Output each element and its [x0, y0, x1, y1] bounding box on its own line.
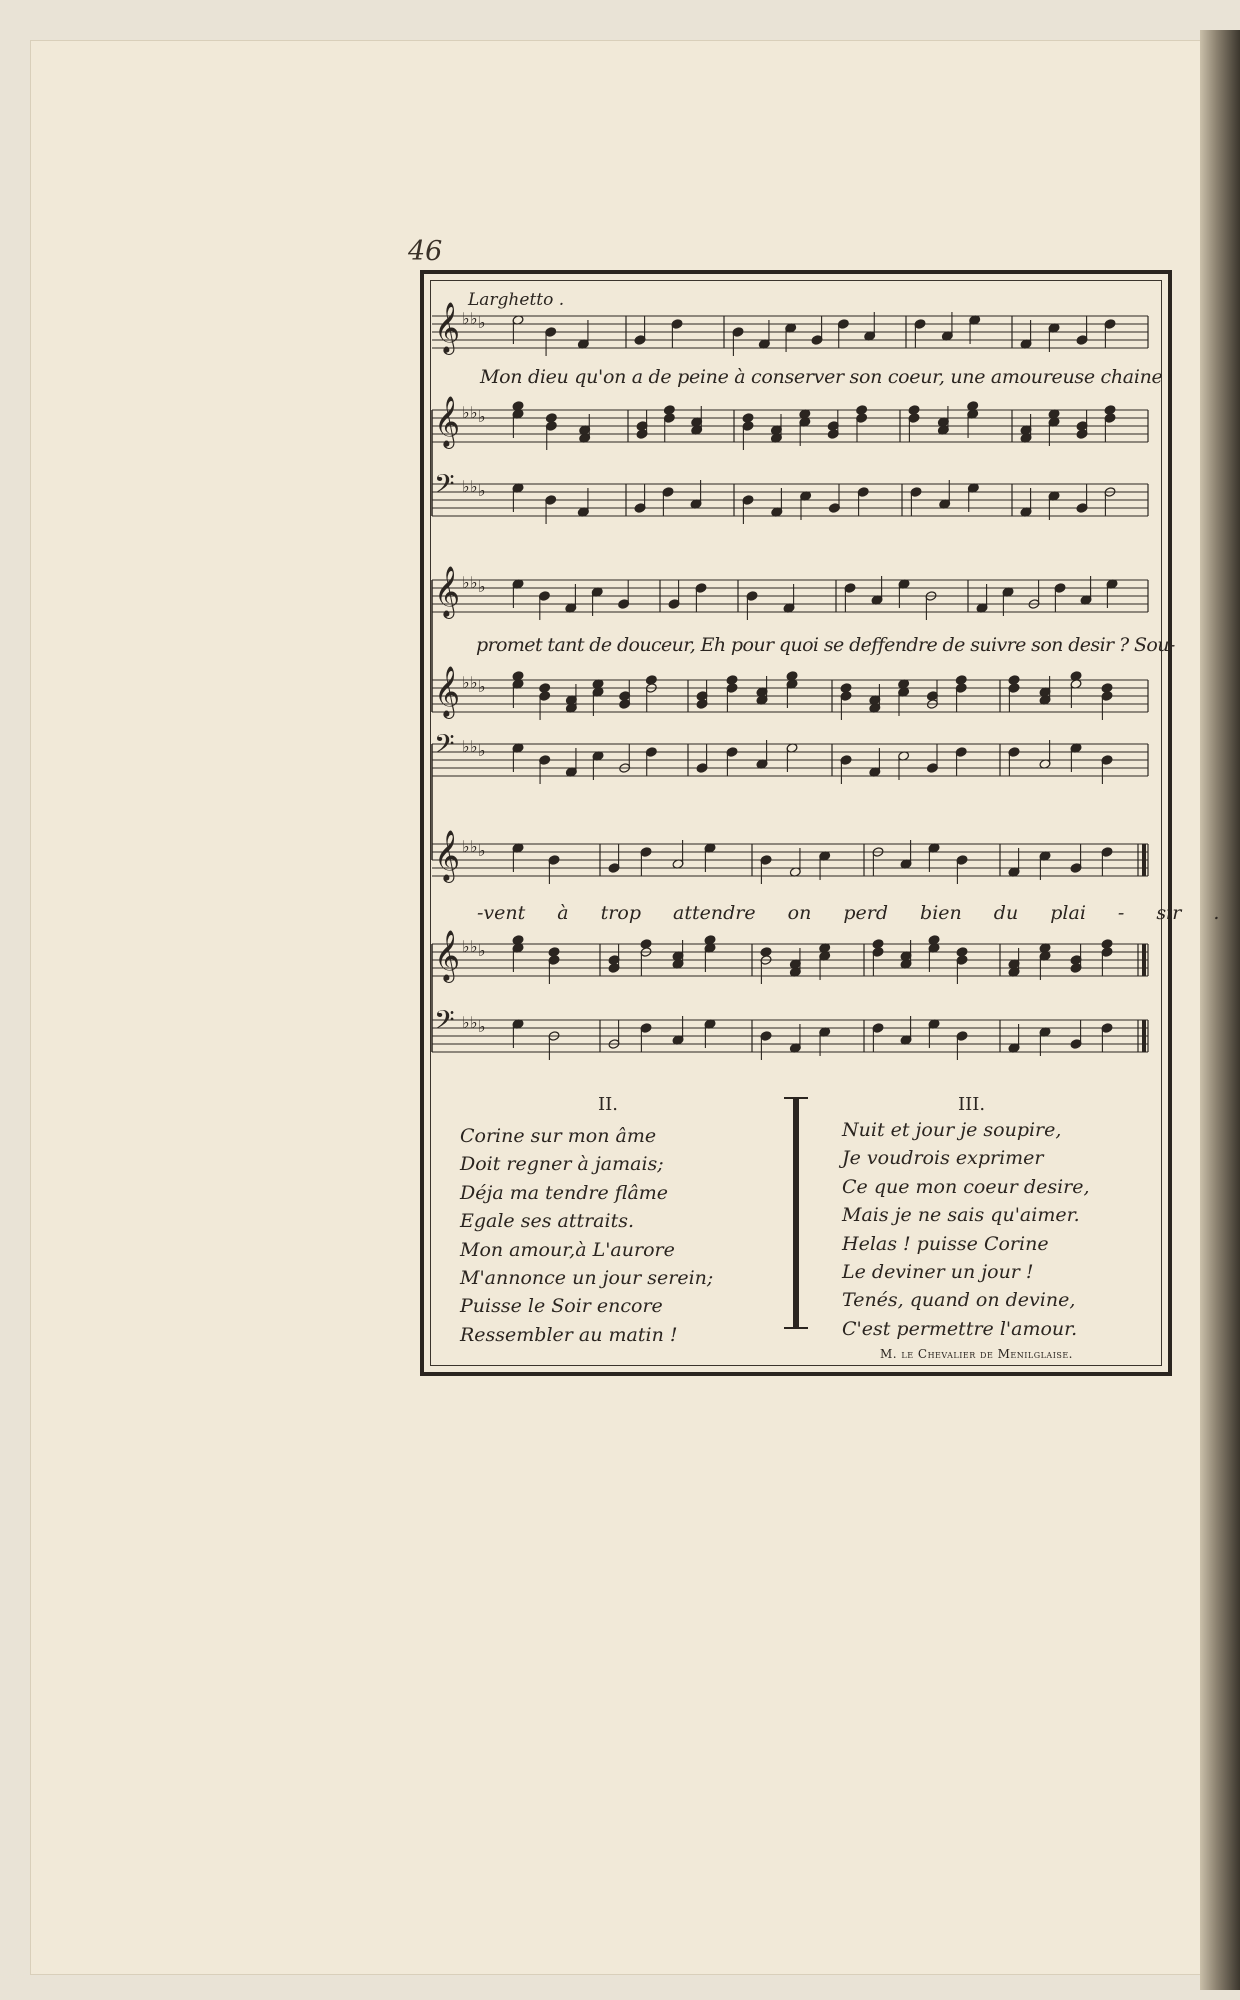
- verse-divider-bar: [793, 1098, 799, 1328]
- chord-note: [663, 405, 675, 416]
- key-signature-flat-icon: ♭: [470, 1013, 478, 1032]
- key-signature-flat-icon: ♭: [478, 407, 486, 426]
- key-signature-flat-icon: ♭: [462, 937, 470, 956]
- key-signature-flat-icon: ♭: [462, 1013, 470, 1032]
- verse-line: Helas ! puisse Corine: [842, 1232, 1049, 1255]
- verse-line: Je voudrois exprimer: [842, 1147, 1044, 1170]
- key-signature-flat-icon: ♭: [470, 673, 478, 692]
- composer-credit: M. le Chevalier de Menilglaise.: [880, 1347, 1073, 1361]
- verse-line: M'annonce un jour serein;: [460, 1267, 714, 1290]
- lyric-line-2: promet tant de douceur, Eh pour quoi se deffendre de suivre son desir ? Sou-: [476, 634, 1175, 656]
- key-signature-flat-icon: ♭: [470, 837, 478, 856]
- key-signature-flat-icon: ♭: [478, 577, 486, 596]
- bass-clef-icon: 𝄢: [434, 1004, 455, 1042]
- verse-line: Egale ses attraits.: [460, 1210, 635, 1233]
- bass-clef-icon: 𝄢: [434, 468, 455, 506]
- chord-note: [955, 675, 967, 686]
- key-signature-flat-icon: ♭: [470, 737, 478, 756]
- key-signature-flat-icon: ♭: [478, 941, 486, 960]
- tempo-marking: Larghetto .: [468, 290, 565, 310]
- key-signature-flat-icon: ♭: [478, 313, 486, 332]
- key-signature-flat-icon: ♭: [462, 837, 470, 856]
- treble-clef-icon: 𝄞: [434, 396, 461, 447]
- chord-note: [640, 939, 652, 950]
- verse-line: Mon amour,à L'aurore: [460, 1238, 675, 1261]
- key-signature-flat-icon: ♭: [462, 673, 470, 692]
- treble-clef-icon: 𝄞: [434, 566, 461, 617]
- verse-line: Doit regner à jamais;: [460, 1153, 664, 1176]
- treble-clef-icon: 𝄞: [434, 830, 461, 881]
- verse-3-number: III.: [958, 1094, 986, 1115]
- chord-note: [1104, 405, 1116, 416]
- verse-line: Mais je ne sais qu'aimer.: [842, 1204, 1080, 1227]
- verse-2-number: II.: [598, 1094, 618, 1115]
- key-signature-flat-icon: ♭: [462, 309, 470, 328]
- key-signature-flat-icon: ♭: [470, 403, 478, 422]
- key-signature-flat-icon: ♭: [478, 677, 486, 696]
- chord-note: [908, 405, 920, 416]
- key-signature-flat-icon: ♭: [462, 403, 470, 422]
- chord-note: [545, 413, 557, 424]
- treble-clef-icon: 𝄞: [434, 302, 461, 353]
- key-signature-flat-icon: ♭: [478, 481, 486, 500]
- key-signature-flat-icon: ♭: [470, 937, 478, 956]
- chord-note: [1101, 939, 1113, 950]
- chord-note: [548, 947, 560, 958]
- verse-line: C'est permettre l'amour.: [842, 1317, 1078, 1340]
- key-signature-flat-icon: ♭: [462, 737, 470, 756]
- key-signature-flat-icon: ♭: [470, 309, 478, 328]
- chord-note: [726, 675, 738, 686]
- key-signature-flat-icon: ♭: [478, 841, 486, 860]
- key-signature-flat-icon: ♭: [462, 573, 470, 592]
- treble-clef-icon: 𝄞: [434, 666, 461, 717]
- bass-clef-icon: 𝄢: [434, 728, 455, 766]
- chord-note: [645, 675, 657, 686]
- chord-note: [840, 683, 852, 694]
- chord-note: [856, 405, 868, 416]
- verse-line: Puisse le Soir encore: [460, 1295, 663, 1318]
- key-signature-flat-icon: ♭: [478, 741, 486, 760]
- verse-3: [842, 1116, 1090, 1343]
- verse-line: Déja ma tendre flâme: [460, 1181, 669, 1204]
- chord-note: [872, 939, 884, 950]
- key-signature-flat-icon: ♭: [470, 477, 478, 496]
- chord-note: [956, 947, 968, 958]
- verse-line: Ressembler au matin !: [460, 1323, 678, 1346]
- chord-note: [760, 947, 772, 958]
- key-signature-flat-icon: ♭: [478, 1017, 486, 1036]
- verse-line: Tenés, quand on devine,: [842, 1289, 1076, 1312]
- key-signature-flat-icon: ♭: [470, 573, 478, 592]
- chord-note: [1008, 675, 1020, 686]
- lyric-line-1: Mon dieu qu'on a de peine à conserver son coeur, une amoureuse chaine: [480, 366, 1163, 388]
- page-number: 46: [408, 236, 443, 267]
- verse-2: [460, 1122, 713, 1349]
- treble-clef-icon: 𝄞: [434, 930, 461, 981]
- verse-line: Nuit et jour je soupire,: [842, 1119, 1062, 1141]
- chord-note: [742, 413, 754, 424]
- verse-line: Le deviner un jour !: [842, 1261, 1034, 1284]
- verse-line: Corine sur mon âme: [460, 1125, 657, 1147]
- chord-note: [1101, 683, 1113, 694]
- verse-line: Ce que mon coeur desire,: [842, 1175, 1090, 1198]
- chord-note: [539, 683, 551, 694]
- lyric-line-3: -vent à trop attendre on perd bien du plai - sir .: [477, 902, 1220, 924]
- key-signature-flat-icon: ♭: [462, 477, 470, 496]
